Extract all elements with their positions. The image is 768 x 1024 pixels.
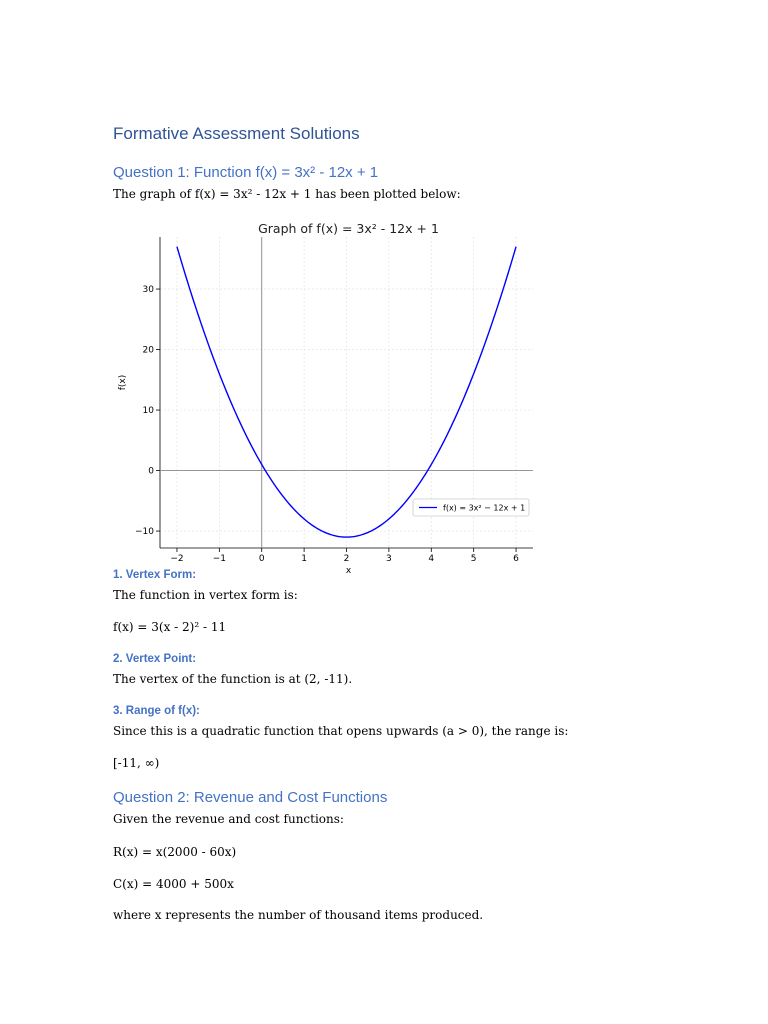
chart-x-tick-label: −2	[170, 554, 184, 564]
cost-equation: C(x) = 4000 + 500x	[113, 877, 234, 891]
chart-y-tick-label: 30	[142, 285, 154, 296]
chart-y-axis-label: f(x)	[118, 374, 128, 391]
vertex-form-equation: f(x) = 3(x - 2)² - 11	[113, 620, 227, 634]
vertex-form-heading: 1. Vertex Form:	[113, 569, 197, 581]
range-value: [-11, ∞)	[113, 756, 160, 770]
vertex-form-text: The function in vertex form is:	[113, 588, 298, 602]
chart-x-tick-label: 3	[386, 554, 392, 564]
chart-y-tick-label: 0	[148, 466, 154, 477]
chart-x-tick-label: 0	[258, 554, 265, 564]
chart-x-tick-label: 4	[428, 554, 435, 564]
range-text: Since this is a quadratic function that opens upwards (a > 0), the range is:	[113, 724, 569, 738]
document-title: Formative Assessment Solutions	[113, 124, 360, 143]
chart-y-tick-label: −10	[135, 527, 154, 538]
vertex-point-text: The vertex of the function is at (2, -11).	[113, 672, 353, 686]
question-2-note: where x represents the number of thousand items produced.	[113, 908, 484, 922]
question-1-intro: The graph of f(x) = 3x² - 12x + 1 has been plotted below:	[113, 187, 461, 201]
chart-x-tick-label: 5	[470, 554, 477, 564]
chart-legend	[413, 499, 529, 516]
chart-title: Graph of f(x) = 3x² - 12x + 1	[258, 221, 439, 236]
question-2-intro: Given the revenue and cost functions:	[113, 812, 344, 826]
chart-x-tick-label: −1	[212, 554, 226, 564]
chart-y-tick-label: 10	[142, 406, 154, 417]
chart-y-tick-label: 20	[142, 345, 154, 356]
question-2-heading: Question 2: Revenue and Cost Functions	[113, 789, 388, 806]
range-heading: 3. Range of f(x):	[113, 705, 200, 717]
chart-x-tick-label: 6	[513, 554, 519, 564]
chart-x-axis-label: x	[345, 566, 352, 576]
chart-x-tick-label: 1	[301, 554, 307, 564]
chart-legend-label: f(x) = 3x² − 12x + 1	[443, 503, 526, 513]
vertex-point-heading: 2. Vertex Point:	[113, 653, 197, 665]
question-1-heading: Question 1: Function f(x) = 3x² - 12x + 1	[113, 164, 379, 181]
revenue-equation: R(x) = x(2000 - 60x)	[113, 845, 237, 859]
chart-x-tick-label: 2	[343, 554, 350, 564]
